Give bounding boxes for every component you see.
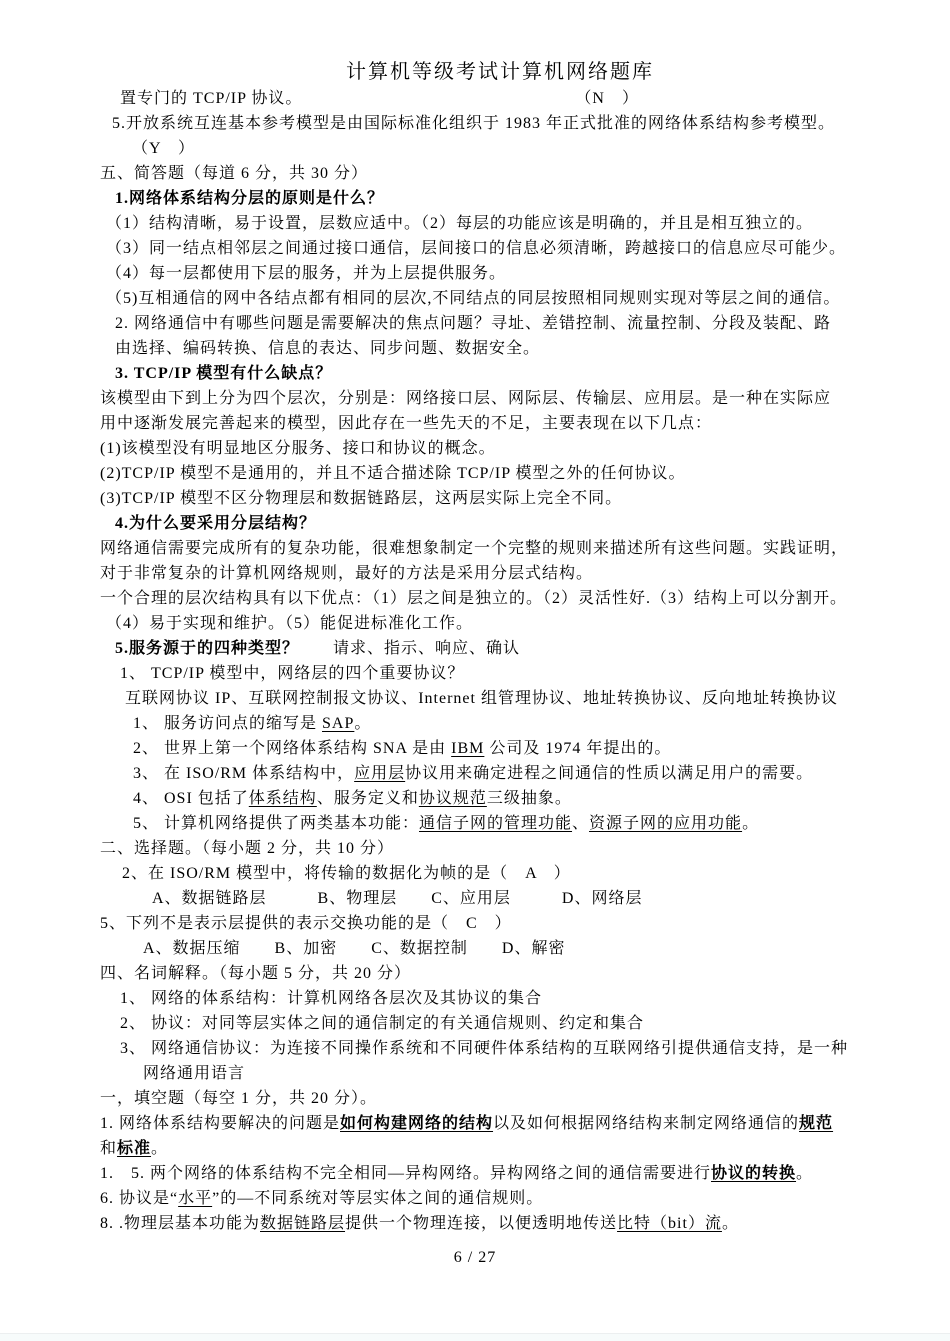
text-line bbox=[100, 736, 850, 761]
text-segment: 5、下列不是表示层提供的表示交换功能的是（ C ） bbox=[100, 915, 512, 932]
text-segment: 提供一个物理连接，以便透明地传送 bbox=[345, 1215, 618, 1232]
text-segment: SAP bbox=[322, 715, 355, 732]
text-line bbox=[100, 236, 850, 261]
text-segment: 5、 计算机网络提供了两类基本功能： bbox=[133, 815, 420, 832]
text-segment: 1、 服务访问点的缩写是 bbox=[133, 715, 323, 732]
text-segment: 2、在 ISO/RM 模型中，将传输的数据化为帧的是（ A ） bbox=[122, 865, 571, 882]
page-bottom-edge bbox=[0, 1333, 950, 1341]
text-line bbox=[100, 436, 850, 461]
text-segment: （3）同一结点相邻层之间通过接口通信，层间接口的信息必须清晰，跨越接口的信息应尽可能少。 bbox=[106, 240, 847, 257]
text-line bbox=[100, 961, 850, 986]
text-line bbox=[100, 836, 850, 861]
text-segment: 资源子网的应用功能 bbox=[589, 815, 743, 832]
text-line bbox=[100, 136, 850, 161]
text-segment: 网络通用语言 bbox=[143, 1065, 246, 1082]
text-segment: A、数据压缩 B、加密 C、数据控制 D、解密 bbox=[143, 940, 566, 957]
text-segment: 1、 TCP/IP 模型中，网络层的四个重要协议？ bbox=[120, 665, 465, 682]
text-segment: 、服务定义和 bbox=[316, 790, 419, 807]
text-segment: 协议规范 bbox=[418, 790, 487, 807]
text-line bbox=[100, 1186, 850, 1211]
text-segment: 互联网协议 IP、互联网控制报文协议、Internet 组管理协议、地址转换协议、反向地址转换协议 bbox=[125, 690, 838, 707]
text-line bbox=[100, 636, 850, 661]
page-title: 计算机等级考试计算机网络题库 bbox=[346, 61, 654, 83]
text-segment: 公司及 1974 年提出的。 bbox=[484, 740, 672, 757]
text-segment: 一个合理的层次结构具有以下优点：（1）层之间是独立的。（2）灵活性好.（3）结构上可以分割开。 bbox=[100, 590, 848, 607]
text-segment: （5)互相通信的网中各结点都有相同的层次,不同结点的同层按照相同规则实现对等层之间的通信。 bbox=[106, 290, 841, 307]
text-line bbox=[100, 861, 850, 886]
text-segment: 对于非常复杂的计算机网络规则，最好的方法是采用分层式结构。 bbox=[100, 565, 594, 582]
text-line bbox=[100, 1036, 850, 1061]
text-line bbox=[100, 1011, 850, 1036]
text-segment: (3)TCP/IP 模型不区分物理层和数据链路层，这两层实际上完全不同。 bbox=[100, 490, 623, 507]
text-line bbox=[100, 286, 850, 311]
text-line bbox=[100, 561, 850, 586]
text-segment: （4）每一层都使用下层的服务，并为上层提供服务。 bbox=[106, 265, 507, 282]
text-line bbox=[100, 536, 850, 561]
text-line bbox=[100, 1111, 850, 1136]
text-line bbox=[100, 1086, 850, 1111]
text-line bbox=[100, 461, 850, 486]
text-segment: 4.为什么要采用分层结构？ bbox=[115, 515, 317, 532]
text-segment: （Y ） bbox=[132, 140, 195, 157]
text-line bbox=[100, 661, 850, 686]
text-line bbox=[100, 936, 850, 961]
text-line bbox=[100, 336, 850, 361]
text-segment: 一，填空题（每空 1 分，共 20 分）。 bbox=[100, 1090, 378, 1107]
text-segment: 1. 5. 两个网络的体系结构不完全相同—异构网络。异构网络之间的通信需要进行 bbox=[100, 1165, 712, 1182]
text-segment: 体系结构 bbox=[248, 790, 317, 807]
text-segment: 请求、指示、响应、确认 bbox=[299, 640, 521, 657]
text-segment: 四、名词解释。（每小题 5 分，共 20 分） bbox=[100, 965, 412, 982]
text-segment: 协议用来确定进程之间通信的性质以满足用户的需要。 bbox=[405, 765, 814, 782]
text-segment: 5.开放系统互连基本参考模型是由国际标准化组织于 1983 年正式批准的网络体系结构参考模型。 bbox=[112, 115, 836, 132]
text-line bbox=[100, 761, 850, 786]
text-segment: 标准 bbox=[117, 1140, 152, 1157]
text-segment: 和 bbox=[100, 1140, 118, 1157]
text-segment: (2)TCP/IP 模型不是通用的，并且不适合描述除 TCP/IP 模型之外的任何协议。 bbox=[100, 465, 686, 482]
text-segment: 。 bbox=[742, 815, 760, 832]
text-segment: 1.网络体系结构分层的原则是什么？ bbox=[115, 190, 385, 207]
text-segment: 应用层 bbox=[354, 765, 406, 782]
text-segment: 2、 协议：对同等层实体之间的通信制定的有关通信规则、约定和集合 bbox=[120, 1015, 645, 1032]
text-line bbox=[100, 1161, 850, 1186]
text-line bbox=[100, 1211, 850, 1236]
text-line bbox=[100, 211, 850, 236]
text-segment: 2、 世界上第一个网络体系结构 SNA 是由 bbox=[133, 740, 452, 757]
text-segment: 8. .物理层基本功能为 bbox=[100, 1215, 261, 1232]
text-segment: （1）结构清晰，易于设置，层数应适中。（2）每层的功能应该是明确的，并且是相互独立的。 bbox=[106, 215, 814, 232]
text-segment: 。 bbox=[796, 1165, 814, 1182]
text-line bbox=[100, 361, 850, 386]
text-segment: ”的—不同系统对等层实体之间的通信规则。 bbox=[212, 1190, 544, 1207]
text-segment: IBM bbox=[451, 740, 485, 757]
text-line bbox=[100, 586, 850, 611]
text-segment: 五、简答题（每道 6 分，共 30 分） bbox=[100, 165, 369, 182]
text-segment: 以及如何根据网络结构来制定网络通信的 bbox=[493, 1115, 800, 1132]
text-line bbox=[100, 811, 850, 836]
text-segment: 3、 网络通信协议：为连接不同操作系统和不同硬件体系结构的互联网络引提供通信支持，是一种 bbox=[120, 1040, 849, 1057]
text-line bbox=[100, 686, 850, 711]
text-line bbox=[100, 186, 850, 211]
text-segment: (1)该模型没有明显地区分服务、接口和协议的概念。 bbox=[100, 440, 496, 457]
text-line bbox=[100, 261, 850, 286]
text-segment: 。 bbox=[354, 715, 372, 732]
text-line bbox=[100, 511, 850, 536]
text-segment: 通信子网的管理功能 bbox=[419, 815, 573, 832]
text-segment: 4、 OSI 包括了 bbox=[133, 790, 249, 807]
text-segment: 、 bbox=[572, 815, 590, 832]
text-line bbox=[100, 311, 850, 336]
document-content bbox=[100, 58, 850, 1236]
text-segment: 。 bbox=[721, 1215, 739, 1232]
text-line bbox=[100, 711, 850, 736]
text-line bbox=[100, 411, 850, 436]
text-segment: 1. 网络体系结构要解决的问题是 bbox=[100, 1115, 341, 1132]
text-segment: 水平 bbox=[178, 1190, 213, 1207]
text-segment: 置专门的 TCP/IP 协议。 （N ） bbox=[120, 90, 639, 107]
text-segment: 三级抽象。 bbox=[486, 790, 572, 807]
text-line bbox=[100, 111, 850, 136]
text-line bbox=[100, 386, 850, 411]
text-segment: 。 bbox=[151, 1140, 169, 1157]
text-segment: 由选择、编码转换、信息的表达、同步问题、数据安全。 bbox=[115, 340, 541, 357]
text-line bbox=[100, 86, 850, 111]
text-line bbox=[100, 161, 850, 186]
text-segment: （4）易于实现和维护。（5）能促进标准化工作。 bbox=[106, 615, 474, 632]
text-line bbox=[100, 986, 850, 1011]
text-line bbox=[100, 1136, 850, 1161]
text-segment: 如何构建网络的结构 bbox=[340, 1115, 494, 1132]
text-segment: 网络通信需要完成所有的复杂功能，很难想象制定一个完整的规则来描述所有这些问题。实践证明， bbox=[100, 540, 849, 557]
text-segment: 3、 在 ISO/RM 体系结构中， bbox=[133, 765, 355, 782]
text-line bbox=[100, 886, 850, 911]
text-line bbox=[100, 786, 850, 811]
text-line bbox=[100, 911, 850, 936]
text-segment: 1、 网络的体系结构：计算机网络各层次及其协议的集合 bbox=[120, 990, 543, 1007]
page-number: 6 / 27 bbox=[453, 1249, 497, 1266]
text-segment: 6. 协议是“ bbox=[100, 1190, 179, 1207]
text-segment: 规范 bbox=[799, 1115, 834, 1132]
text-segment: 用中逐渐发展完善起来的模型，因此存在一些先天的不足，主要表现在以下几点： bbox=[100, 415, 713, 432]
text-line bbox=[100, 1061, 850, 1086]
text-segment: 2. 网络通信中有哪些问题是需要解决的焦点问题？寻址、差错控制、流量控制、分段及装配、路 bbox=[115, 315, 832, 332]
text-line bbox=[100, 486, 850, 511]
text-segment: 二、选择题。（每小题 2 分，共 10 分） bbox=[100, 840, 395, 857]
text-segment: 该模型由下到上分为四个层次，分别是：网络接口层、网际层、传输层、应用层。是一种在实际应 bbox=[100, 390, 832, 407]
text-line bbox=[100, 611, 850, 636]
text-segment: 3. TCP/IP 模型有什么缺点？ bbox=[115, 365, 333, 382]
text-segment: 数据链路层 bbox=[260, 1215, 346, 1232]
document-body bbox=[100, 86, 850, 1236]
text-segment: 5.服务源于的四种类型？ bbox=[115, 640, 300, 657]
text-segment: 协议的转换 bbox=[711, 1165, 797, 1182]
text-segment: 比特（bit）流 bbox=[617, 1215, 722, 1232]
text-segment: A、数据链路层 B、物理层 C、应用层 D、网络层 bbox=[152, 890, 643, 907]
